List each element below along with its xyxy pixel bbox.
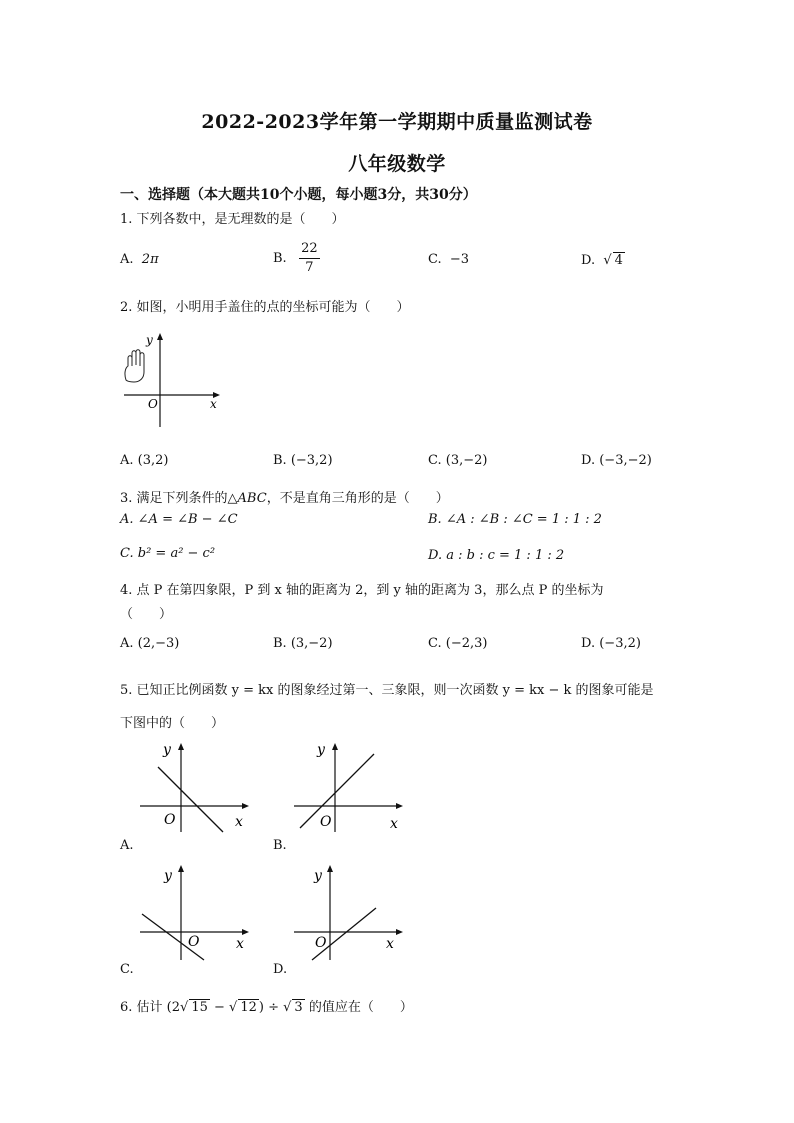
q3-option-c: C. b² = a² − c² [120, 546, 216, 561]
section-heading: 一、选择题（本大题共10个小题，每小题3分，共30分） [120, 187, 477, 203]
q3-option-d: D. a : b : c = 1 : 1 : 2 [428, 548, 565, 563]
q1-fraction: $\frac{22}{7}$ [301, 241, 318, 275]
q5-graph-a [138, 740, 258, 835]
q4-option-a: A. (2,−3) [120, 636, 180, 651]
q1-option-b: B. $\frac{22}{7}$ [273, 241, 318, 275]
question-2-stem: 2. 如图，小明用手盖住的点的坐标可能为（ ） [120, 300, 410, 315]
q5d-x-label: x [386, 936, 394, 952]
q2-option-d: D. (−3,−2) [581, 453, 652, 468]
q5c-y-label: y [164, 868, 172, 884]
q2-option-a: A. (3,2) [120, 453, 169, 468]
question-5-stem-line2: 下图中的（ ） [120, 716, 225, 731]
q5-graph-b [290, 740, 410, 835]
q2-y-label: y [146, 333, 153, 347]
exam-title: 2022-2023学年第一学期期中质量监测试卷 [201, 111, 593, 133]
q5b-x-label: x [390, 816, 398, 832]
q5-label-d: D. [273, 962, 288, 977]
q1-option-a: A. 2π [120, 252, 159, 267]
q5-label-b: B. [273, 838, 287, 853]
q5-graph-c [138, 862, 258, 962]
q2-coordinate-figure [118, 322, 228, 434]
q5a-x-label: x [235, 814, 243, 830]
question-6-stem: 6. 估计 (2√ 15 − √ 12 ) ÷ √ 3 的值应在（ ） [120, 1000, 413, 1015]
q3-option-a: A. ∠A = ∠B − ∠C [120, 512, 238, 527]
q5-label-a: A. [120, 838, 134, 853]
q5d-y-label: y [314, 868, 322, 884]
q5b-y-label: y [317, 742, 325, 758]
hand-icon [125, 350, 144, 382]
q5c-x-label: x [236, 936, 244, 952]
q2-x-label: x [210, 397, 217, 411]
q5a-y-label: y [163, 742, 171, 758]
q5-graph-d [290, 862, 410, 962]
q3-option-b: B. ∠A : ∠B : ∠C = 1 : 1 : 2 [428, 512, 602, 527]
exam-subtitle: 八年级数学 [348, 153, 446, 175]
question-4-stem-line1: 4. 点 P 在第四象限，P 到 x 轴的距离为 2，到 y 轴的距离为 3，那么点 P 的坐标为 [120, 583, 604, 598]
question-5-stem-line1: 5. 已知正比例函数 y = kx 的图象经过第一、三象限，则一次函数 y = kx − k 的图象可能是 [120, 683, 654, 698]
q2-option-b: B. (−3,2) [273, 453, 333, 468]
q5d-origin-label: O [315, 935, 327, 951]
q2-origin-label: O [148, 397, 158, 411]
q2-option-c: C. (3,−2) [428, 453, 488, 468]
q5b-origin-label: O [320, 814, 332, 830]
q4-option-c: C. (−2,3) [428, 636, 488, 651]
q5-label-c: C. [120, 962, 134, 977]
q1-option-c: C. −3 [428, 252, 470, 267]
q1-option-d: D. √ 4 [581, 253, 623, 268]
q5c-origin-label: O [188, 934, 200, 950]
question-1-stem: 1. 下列各数中，是无理数的是（ ） [120, 212, 345, 227]
question-3-stem: 3. 满足下列条件的△ABC，不是直角三角形的是（ ） [120, 491, 449, 506]
q5a-origin-label: O [164, 812, 176, 828]
q4-option-b: B. (3,−2) [273, 636, 333, 651]
question-4-stem-line2: （ ） [120, 607, 173, 622]
q4-option-d: D. (−3,2) [581, 636, 641, 651]
